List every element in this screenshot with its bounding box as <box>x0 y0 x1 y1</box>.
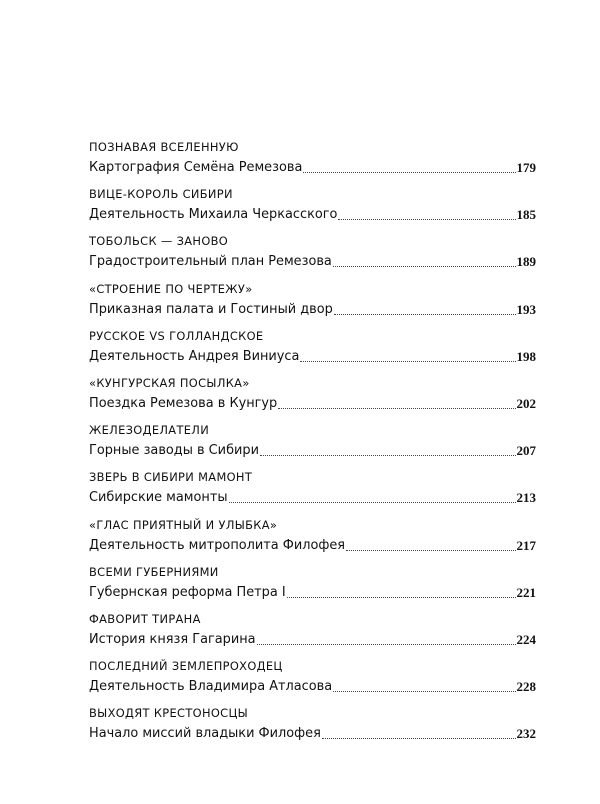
toc-entry <box>89 559 536 606</box>
toc-entry <box>89 653 536 700</box>
toc-entry <box>89 417 536 464</box>
chapter-title: Деятельность Михаила Черкасского <box>89 207 338 223</box>
toc-entry <box>89 370 536 417</box>
chapter-heading: «КУНГУРСКАЯ ПОСЫЛКА» <box>89 375 250 390</box>
chapter-title: История князя Гагарина <box>89 631 256 647</box>
chapter-heading: ПОСЛЕДНИЙ ЗЕМЛЕПРОХОДЕЦ <box>89 659 283 674</box>
page-number: 221 <box>516 584 536 600</box>
page-number: 179 <box>516 160 536 175</box>
toc-entry <box>89 464 536 511</box>
dot-leader <box>334 314 516 315</box>
page-number: 224 <box>516 631 536 647</box>
chapter-heading: «СТРОЕНИЕ ПО ЧЕРТЕЖУ» <box>89 281 253 296</box>
chapter-heading: ЗВЕРЬ В СИБИРИ МАМОНТ <box>89 470 253 485</box>
chapter-line <box>89 441 536 459</box>
toc-entry <box>89 181 536 228</box>
dot-leader <box>333 266 516 267</box>
chapter-heading: ВИЦЕ-КОРОЛЬ СИБИРИ <box>89 187 233 202</box>
chapter-heading: ПОЗНАВАЯ ВСЕЛЕННУЮ <box>89 140 239 154</box>
chapter-heading: ФАВОРИТ ТИРАНА <box>89 611 201 626</box>
chapter-title: Деятельность Владимира Атласова <box>89 679 333 695</box>
chapter-line <box>89 252 536 270</box>
chapter-line <box>89 536 536 554</box>
page-number: 228 <box>516 679 536 695</box>
dot-leader <box>303 172 515 173</box>
toc-entry <box>89 134 536 181</box>
page-number: 217 <box>516 537 536 553</box>
chapter-line <box>89 724 536 742</box>
chapter-title: Поездка Ремезова в Кунгур <box>89 395 278 411</box>
chapter-title: Картография Семёна Ремезова <box>89 160 303 175</box>
toc-entry <box>89 276 536 323</box>
table-of-contents <box>89 134 536 747</box>
dot-leader <box>257 644 516 645</box>
dot-leader <box>229 502 516 503</box>
dot-leader <box>260 455 516 456</box>
chapter-title: Губернская реформа Петра I <box>89 584 286 600</box>
chapter-title: Градостроительный план Ремезова <box>89 254 332 270</box>
chapter-line <box>89 630 536 648</box>
chapter-line <box>89 394 536 412</box>
toc-entry <box>89 606 536 653</box>
chapter-title: Деятельность Андрея Виниуса <box>89 348 300 364</box>
chapter-title: Деятельность митрополита Филофея <box>89 537 346 553</box>
chapter-title: Сибирские мамонты <box>89 490 228 506</box>
chapter-heading: ТОБОЛЬСК — ЗАНОВО <box>89 234 229 249</box>
dot-leader <box>278 408 515 409</box>
dot-leader <box>287 597 516 598</box>
chapter-heading: РУССКОЕ VS ГОЛЛАНДСКОЕ <box>89 328 264 343</box>
page-number: 213 <box>516 490 536 506</box>
chapter-line <box>89 677 536 695</box>
chapter-heading: ВЫХОДЯТ КРЕСТОНОСЦЫ <box>89 706 249 721</box>
page-number: 202 <box>516 395 536 411</box>
chapter-title: Приказная палата и Гостиный двор <box>89 301 333 317</box>
chapter-line <box>89 583 536 601</box>
chapter-line <box>89 300 536 318</box>
chapter-line <box>89 158 536 176</box>
chapter-line <box>89 347 536 365</box>
toc-entry <box>89 700 536 747</box>
page-number: 185 <box>516 207 536 223</box>
dot-leader <box>322 738 516 739</box>
dot-leader <box>300 361 515 362</box>
dot-leader <box>333 691 515 692</box>
page-number: 198 <box>516 348 536 364</box>
chapter-line <box>89 205 536 223</box>
chapter-line <box>89 488 536 506</box>
toc-entry <box>89 228 536 275</box>
chapter-heading: ВСЕМИ ГУБЕРНИЯМИ <box>89 564 219 579</box>
chapter-heading: ЖЕЛЕЗОДЕЛАТЕЛИ <box>89 423 210 438</box>
dot-leader <box>338 219 515 220</box>
page-number: 207 <box>516 443 536 459</box>
page-number: 193 <box>516 301 536 317</box>
dot-leader <box>346 550 515 551</box>
page-number: 189 <box>516 254 536 270</box>
chapter-title: Начало миссий владыки Филофея <box>89 726 321 742</box>
page-number: 232 <box>516 726 536 742</box>
toc-entry <box>89 512 536 559</box>
chapter-title: Горные заводы в Сибири <box>89 443 259 459</box>
chapter-heading: «ГЛАС ПРИЯТНЫЙ И УЛЫБКА» <box>89 517 278 532</box>
toc-entry <box>89 323 536 370</box>
